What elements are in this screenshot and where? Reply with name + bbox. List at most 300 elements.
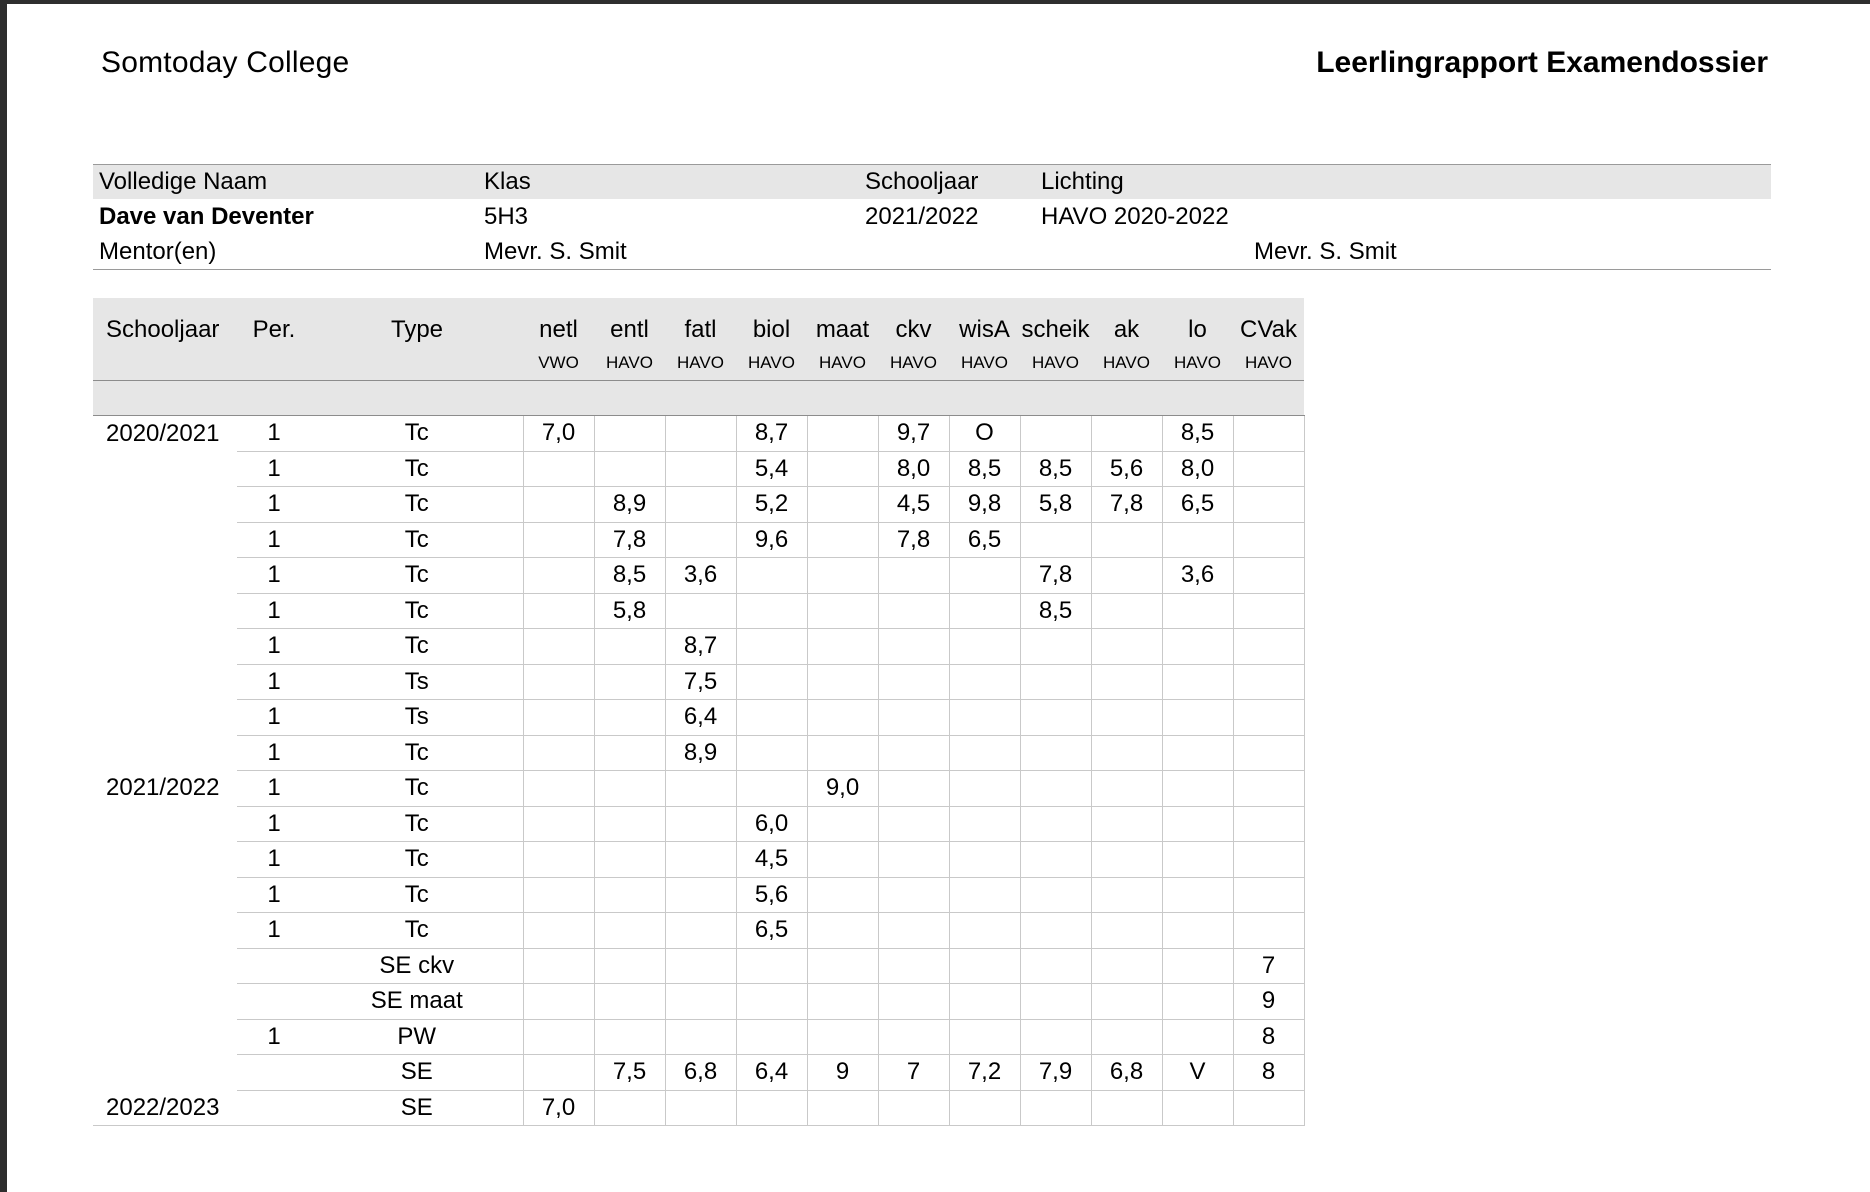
grade-cell-biol: 8,7	[736, 416, 807, 452]
grade-cell-maat	[807, 806, 878, 842]
grade-cell-wisa	[949, 558, 1020, 594]
grade-cell-entl	[594, 948, 665, 984]
grade-cell-wisa	[949, 771, 1020, 807]
grade-cell-ckv	[878, 735, 949, 771]
grade-cell-scheik	[1020, 700, 1091, 736]
table-row	[93, 984, 1304, 1020]
cell-period	[237, 1090, 311, 1126]
subject-level-netl: VWO	[523, 346, 594, 381]
cell-type: Tc	[311, 593, 523, 629]
subject-header-maat: maat	[807, 298, 878, 346]
cell-school-year	[93, 700, 237, 736]
grade-cell-ckv	[878, 1090, 949, 1126]
table-header-spacer	[93, 381, 1304, 416]
subject-level-biol: HAVO	[736, 346, 807, 381]
grade-cell-biol: 4,5	[736, 842, 807, 878]
grade-cell-maat	[807, 629, 878, 665]
grade-cell-lo	[1162, 664, 1233, 700]
grade-cell-ckv	[878, 877, 949, 913]
cell-school-year	[93, 1019, 237, 1055]
grade-cell-wisa: O	[949, 416, 1020, 452]
grade-cell-maat	[807, 984, 878, 1020]
table-row	[93, 913, 1304, 949]
grade-cell-cvak	[1233, 877, 1304, 913]
grade-cell-scheik	[1020, 806, 1091, 842]
cell-school-year	[93, 629, 237, 665]
grade-cell-cvak	[1233, 700, 1304, 736]
grade-cell-scheik	[1020, 984, 1091, 1020]
cell-school-year	[93, 593, 237, 629]
cell-type: Tc	[311, 877, 523, 913]
label-school-year: Schooljaar	[865, 168, 979, 195]
grade-cell-fatl	[665, 984, 736, 1020]
grade-cell-netl	[523, 700, 594, 736]
cell-period: 1	[237, 416, 311, 452]
grade-cell-wisa	[949, 1090, 1020, 1126]
grade-cell-ak	[1091, 664, 1162, 700]
cell-type: Tc	[311, 416, 523, 452]
cell-period: 1	[237, 558, 311, 594]
grade-cell-scheik: 5,8	[1020, 487, 1091, 523]
grade-cell-fatl	[665, 913, 736, 949]
grade-cell-fatl: 8,9	[665, 735, 736, 771]
grade-cell-netl	[523, 487, 594, 523]
grade-cell-fatl	[665, 522, 736, 558]
grade-cell-lo	[1162, 1090, 1233, 1126]
grade-cell-netl	[523, 735, 594, 771]
grade-cell-scheik	[1020, 629, 1091, 665]
mentor-name-secondary: Mevr. S. Smit	[1254, 238, 1397, 265]
grade-cell-cvak: 8	[1233, 1019, 1304, 1055]
grade-cell-maat	[807, 735, 878, 771]
grade-cell-biol: 9,6	[736, 522, 807, 558]
grade-cell-entl	[594, 735, 665, 771]
grade-cell-maat	[807, 416, 878, 452]
cell-period: 1	[237, 806, 311, 842]
table-row	[93, 948, 1304, 984]
subject-header-wisa: wisA	[949, 298, 1020, 346]
table-header-subjects	[93, 298, 1304, 346]
cell-school-year	[93, 664, 237, 700]
grade-cell-ak	[1091, 558, 1162, 594]
cell-school-year	[93, 451, 237, 487]
cell-period: 1	[237, 522, 311, 558]
cell-period: 1	[237, 487, 311, 523]
cell-type: SE maat	[311, 984, 523, 1020]
cell-type: Tc	[311, 913, 523, 949]
cell-type: Ts	[311, 664, 523, 700]
grade-cell-entl: 8,9	[594, 487, 665, 523]
subject-header-entl: entl	[594, 298, 665, 346]
grade-cell-netl	[523, 522, 594, 558]
grade-cell-scheik	[1020, 842, 1091, 878]
grade-cell-netl	[523, 629, 594, 665]
cell-period: 1	[237, 451, 311, 487]
grade-cell-ak	[1091, 735, 1162, 771]
grade-cell-biol	[736, 984, 807, 1020]
grade-cell-scheik	[1020, 1019, 1091, 1055]
grade-cell-biol	[736, 771, 807, 807]
student-name: Dave van Deventer	[99, 203, 314, 230]
cell-period: 1	[237, 771, 311, 807]
cell-school-year	[93, 877, 237, 913]
grade-cell-cvak	[1233, 806, 1304, 842]
cell-type: Tc	[311, 487, 523, 523]
table-row	[93, 629, 1304, 665]
grade-cell-lo: 3,6	[1162, 558, 1233, 594]
cell-type: Tc	[311, 558, 523, 594]
grade-cell-biol: 5,2	[736, 487, 807, 523]
grade-cell-ak	[1091, 984, 1162, 1020]
cell-period: 1	[237, 700, 311, 736]
mentor-name: Mevr. S. Smit	[484, 238, 627, 265]
grade-cell-ckv: 9,7	[878, 416, 949, 452]
grade-cell-biol	[736, 664, 807, 700]
grade-cell-lo: 8,0	[1162, 451, 1233, 487]
grade-cell-cvak	[1233, 735, 1304, 771]
grade-cell-fatl	[665, 593, 736, 629]
cell-type: Tc	[311, 451, 523, 487]
grade-cell-maat: 9	[807, 1055, 878, 1091]
grade-cell-cvak	[1233, 416, 1304, 452]
subject-header-fatl: fatl	[665, 298, 736, 346]
grade-cell-lo	[1162, 735, 1233, 771]
grade-cell-lo	[1162, 806, 1233, 842]
grade-cell-netl	[523, 771, 594, 807]
grade-cell-fatl: 7,5	[665, 664, 736, 700]
cell-type: SE ckv	[311, 948, 523, 984]
grade-cell-netl: 7,0	[523, 1090, 594, 1126]
grade-cell-ak	[1091, 416, 1162, 452]
grade-cell-entl	[594, 629, 665, 665]
grade-cell-cvak: 8	[1233, 1055, 1304, 1091]
grade-cell-maat	[807, 487, 878, 523]
grade-cell-fatl	[665, 877, 736, 913]
grade-cell-netl	[523, 558, 594, 594]
grade-cell-entl	[594, 842, 665, 878]
grade-cell-cvak	[1233, 451, 1304, 487]
grade-cell-cvak	[1233, 593, 1304, 629]
cell-school-year: 2021/2022	[106, 774, 220, 802]
grade-cell-fatl	[665, 948, 736, 984]
cell-school-year	[93, 487, 237, 523]
grade-cell-ak: 6,8	[1091, 1055, 1162, 1091]
grade-cell-netl	[523, 842, 594, 878]
cell-school-year	[93, 558, 237, 594]
subject-header-biol: biol	[736, 298, 807, 346]
grade-cell-lo: 6,5	[1162, 487, 1233, 523]
subject-level-fatl: HAVO	[665, 346, 736, 381]
subject-level-ckv: HAVO	[878, 346, 949, 381]
grade-cell-netl	[523, 984, 594, 1020]
grade-cell-wisa: 9,8	[949, 487, 1020, 523]
table-row	[93, 451, 1304, 487]
grade-cell-maat	[807, 877, 878, 913]
grade-cell-wisa	[949, 700, 1020, 736]
grade-cell-ak	[1091, 593, 1162, 629]
cell-school-year: 2022/2023	[93, 1090, 237, 1126]
label-cohort: Lichting	[1041, 168, 1124, 195]
grade-cell-netl	[523, 806, 594, 842]
grade-cell-wisa	[949, 735, 1020, 771]
column-header-type: Type	[311, 298, 523, 346]
cell-type: Tc	[311, 771, 523, 807]
grade-cell-fatl	[665, 1090, 736, 1126]
grade-cell-entl: 7,5	[594, 1055, 665, 1091]
grade-cell-fatl	[665, 487, 736, 523]
grade-cell-lo	[1162, 700, 1233, 736]
grade-cell-ckv	[878, 984, 949, 1020]
cell-type: Tc	[311, 842, 523, 878]
table-row	[93, 1055, 1304, 1091]
grade-cell-wisa	[949, 629, 1020, 665]
grade-cell-wisa	[949, 877, 1020, 913]
grade-cell-maat	[807, 522, 878, 558]
grade-cell-scheik	[1020, 771, 1091, 807]
table-row	[93, 771, 1304, 807]
grade-cell-ckv: 8,0	[878, 451, 949, 487]
subject-level-maat: HAVO	[807, 346, 878, 381]
cell-type: Tc	[311, 735, 523, 771]
subject-header-ckv: ckv	[878, 298, 949, 346]
grade-cell-entl	[594, 984, 665, 1020]
grade-cell-entl	[594, 1090, 665, 1126]
grade-cell-biol: 5,4	[736, 451, 807, 487]
student-cohort: HAVO 2020-2022	[1041, 203, 1229, 230]
grade-cell-entl	[594, 664, 665, 700]
grade-cell-fatl	[665, 806, 736, 842]
subject-level-cvak: HAVO	[1233, 346, 1304, 381]
grade-cell-cvak	[1233, 522, 1304, 558]
grade-cell-biol	[736, 558, 807, 594]
student-class: 5H3	[484, 203, 529, 230]
grade-cell-lo	[1162, 629, 1233, 665]
grade-cell-ckv	[878, 842, 949, 878]
grade-cell-maat	[807, 664, 878, 700]
grade-cell-lo: V	[1162, 1055, 1233, 1091]
grade-cell-ckv: 4,5	[878, 487, 949, 523]
grade-cell-biol	[736, 629, 807, 665]
grade-cell-fatl: 6,4	[665, 700, 736, 736]
grade-cell-entl	[594, 1019, 665, 1055]
grade-cell-biol: 6,5	[736, 913, 807, 949]
grade-cell-wisa: 8,5	[949, 451, 1020, 487]
table-row	[93, 664, 1304, 700]
table-row	[93, 558, 1304, 594]
grade-cell-ckv	[878, 806, 949, 842]
cell-period: 1	[237, 664, 311, 700]
grade-cell-wisa	[949, 984, 1020, 1020]
cell-period: 1	[237, 735, 311, 771]
grade-cell-fatl: 8,7	[665, 629, 736, 665]
table-row	[93, 416, 1304, 452]
cell-type: SE	[311, 1090, 523, 1126]
grade-cell-fatl	[665, 771, 736, 807]
grade-cell-netl	[523, 1055, 594, 1091]
table-header-levels	[93, 346, 1304, 381]
student-school-year: 2021/2022	[865, 203, 979, 230]
grade-cell-ak: 7,8	[1091, 487, 1162, 523]
cell-type: PW	[311, 1019, 523, 1055]
grade-cell-ak	[1091, 1019, 1162, 1055]
grade-cell-maat: 9,0	[807, 771, 878, 807]
cell-type: Tc	[311, 522, 523, 558]
grade-cell-scheik: 7,8	[1020, 558, 1091, 594]
grade-cell-scheik	[1020, 664, 1091, 700]
grade-cell-netl	[523, 593, 594, 629]
grade-cell-fatl	[665, 451, 736, 487]
grade-cell-lo	[1162, 913, 1233, 949]
grade-cell-fatl	[665, 842, 736, 878]
grade-cell-lo	[1162, 1019, 1233, 1055]
grade-cell-netl	[523, 948, 594, 984]
cell-period	[237, 948, 311, 984]
grade-cell-fatl: 3,6	[665, 558, 736, 594]
grade-cell-cvak	[1233, 664, 1304, 700]
grade-cell-netl	[523, 913, 594, 949]
grade-cell-cvak	[1233, 771, 1304, 807]
grade-cell-netl	[523, 877, 594, 913]
grade-cell-ak	[1091, 1090, 1162, 1126]
grade-cell-netl	[523, 451, 594, 487]
grade-cell-fatl	[665, 1019, 736, 1055]
grade-cell-scheik: 8,5	[1020, 451, 1091, 487]
grades-table	[93, 298, 1305, 1126]
grade-cell-scheik	[1020, 735, 1091, 771]
grade-cell-ckv: 7,8	[878, 522, 949, 558]
grade-cell-maat	[807, 842, 878, 878]
table-row	[93, 1090, 1304, 1126]
grade-cell-wisa	[949, 913, 1020, 949]
grade-cell-maat	[807, 558, 878, 594]
column-header-school-year: Schooljaar	[93, 298, 237, 346]
cell-period: 1	[237, 842, 311, 878]
grade-cell-maat	[807, 593, 878, 629]
grade-cell-biol: 6,0	[736, 806, 807, 842]
grade-cell-scheik: 8,5	[1020, 593, 1091, 629]
label-mentor: Mentor(en)	[99, 238, 217, 265]
grade-cell-maat	[807, 1090, 878, 1126]
label-full-name: Volledige Naam	[99, 168, 268, 195]
grade-cell-ak	[1091, 629, 1162, 665]
grade-cell-lo	[1162, 771, 1233, 807]
subject-header-cvak: CVak	[1233, 298, 1304, 346]
cell-type: Ts	[311, 700, 523, 736]
cell-school-year	[93, 948, 237, 984]
grade-cell-cvak	[1233, 1090, 1304, 1126]
table-row	[93, 522, 1304, 558]
subject-level-ak: HAVO	[1091, 346, 1162, 381]
cell-school-year	[93, 842, 237, 878]
cell-type: SE	[311, 1055, 523, 1091]
table-row	[93, 735, 1304, 771]
grade-cell-ckv	[878, 1019, 949, 1055]
grade-cell-ckv	[878, 593, 949, 629]
cell-period: 1	[237, 593, 311, 629]
grade-cell-maat	[807, 700, 878, 736]
cell-school-year: 2020/2021	[106, 419, 220, 447]
cell-school-year	[93, 806, 237, 842]
grade-cell-scheik	[1020, 913, 1091, 949]
table-row	[93, 877, 1304, 913]
grade-cell-cvak: 9	[1233, 984, 1304, 1020]
grade-cell-ckv	[878, 558, 949, 594]
grade-cell-biol	[736, 735, 807, 771]
table-row	[93, 700, 1304, 736]
cell-type: Tc	[311, 806, 523, 842]
grade-cell-scheik	[1020, 416, 1091, 452]
grade-cell-ak	[1091, 948, 1162, 984]
grade-cell-lo	[1162, 842, 1233, 878]
grade-cell-entl	[594, 416, 665, 452]
grade-cell-biol	[736, 1090, 807, 1126]
cell-period	[237, 984, 311, 1020]
grade-cell-entl	[594, 806, 665, 842]
grade-cell-maat	[807, 1019, 878, 1055]
grade-cell-entl: 7,8	[594, 522, 665, 558]
grade-cell-netl: 7,0	[523, 416, 594, 452]
grade-cell-wisa	[949, 593, 1020, 629]
grade-cell-ak: 5,6	[1091, 451, 1162, 487]
grade-cell-wisa	[949, 806, 1020, 842]
grade-cell-entl: 8,5	[594, 558, 665, 594]
grade-cell-ckv	[878, 664, 949, 700]
table-row	[93, 1019, 1304, 1055]
grade-cell-entl	[594, 771, 665, 807]
grade-cell-biol	[736, 1019, 807, 1055]
cell-period	[237, 1055, 311, 1091]
label-class: Klas	[484, 168, 531, 195]
grade-cell-scheik	[1020, 522, 1091, 558]
grade-cell-biol	[736, 948, 807, 984]
subject-header-lo: lo	[1162, 298, 1233, 346]
cell-type: Tc	[311, 629, 523, 665]
cell-school-year	[93, 522, 237, 558]
grade-cell-lo	[1162, 522, 1233, 558]
grade-cell-wisa	[949, 842, 1020, 878]
grade-cell-ckv: 7	[878, 1055, 949, 1091]
subject-level-lo: HAVO	[1162, 346, 1233, 381]
grade-cell-scheik: 7,9	[1020, 1055, 1091, 1091]
table-row	[93, 842, 1304, 878]
grade-cell-ak	[1091, 842, 1162, 878]
grade-cell-wisa: 7,2	[949, 1055, 1020, 1091]
grade-cell-wisa	[949, 948, 1020, 984]
cell-school-year	[93, 984, 237, 1020]
grade-cell-cvak	[1233, 842, 1304, 878]
grade-cell-ckv	[878, 700, 949, 736]
grade-cell-maat	[807, 948, 878, 984]
grade-cell-ckv	[878, 629, 949, 665]
grade-cell-biol: 5,6	[736, 877, 807, 913]
grade-cell-lo	[1162, 984, 1233, 1020]
grade-cell-ak	[1091, 877, 1162, 913]
cell-period: 1	[237, 629, 311, 665]
grade-cell-biol: 6,4	[736, 1055, 807, 1091]
grade-cell-ak	[1091, 806, 1162, 842]
grade-cell-wisa	[949, 1019, 1020, 1055]
grade-cell-wisa	[949, 664, 1020, 700]
grade-cell-wisa: 6,5	[949, 522, 1020, 558]
grade-cell-lo	[1162, 877, 1233, 913]
grades-body	[93, 416, 1304, 1126]
table-row	[93, 593, 1304, 629]
column-header-period: Per.	[237, 298, 311, 346]
grade-cell-lo	[1162, 593, 1233, 629]
school-name: Somtoday College	[101, 46, 350, 79]
info-divider	[93, 269, 1771, 270]
subject-level-entl: HAVO	[594, 346, 665, 381]
